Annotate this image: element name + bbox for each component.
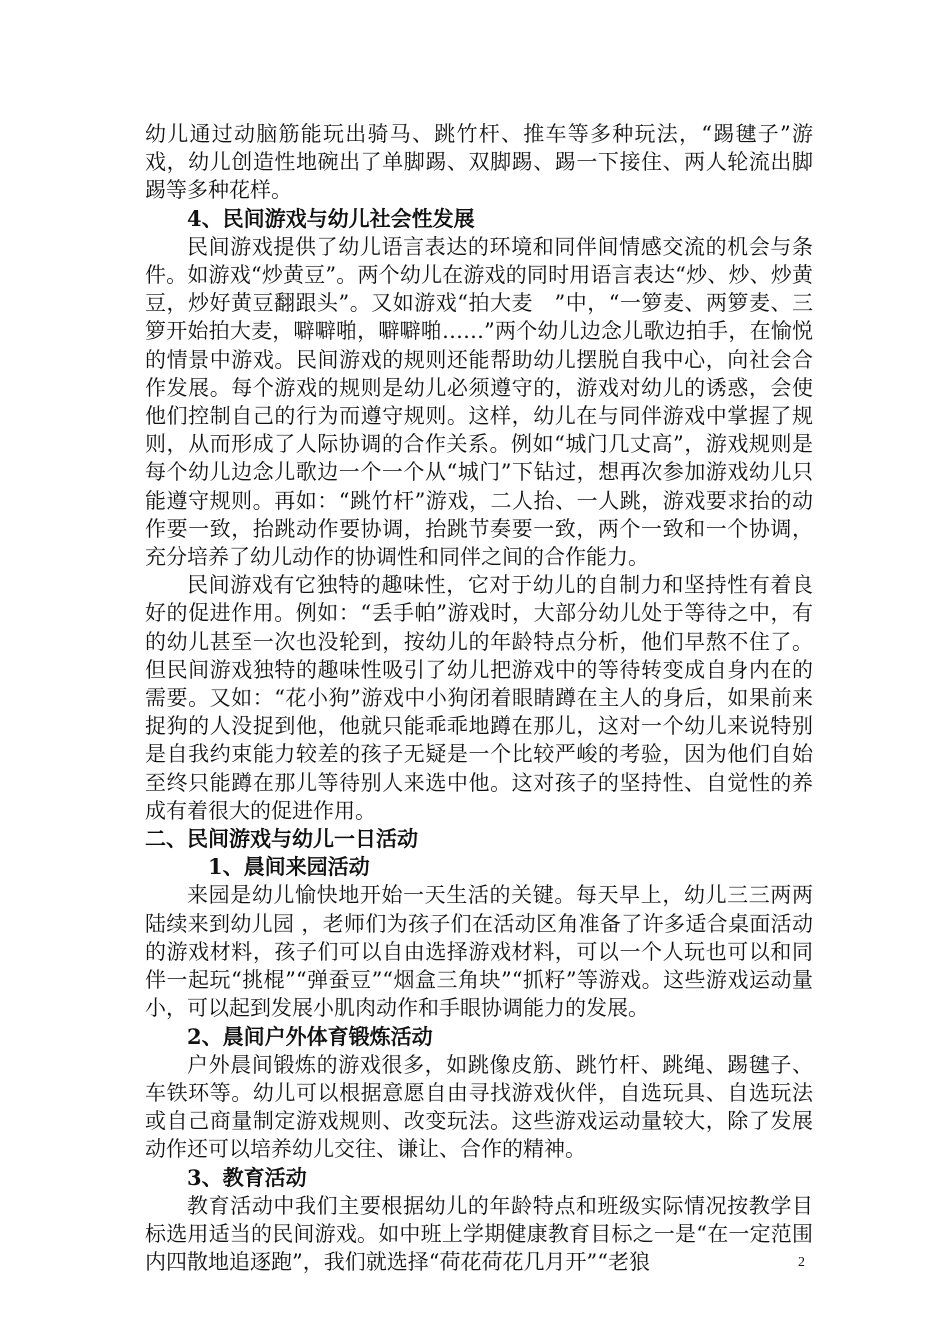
page-number: 2 — [798, 1255, 805, 1270]
paragraph: 民间游戏有它独特的趣味性，它对于幼儿的自制力和坚持性有着良好的促进作用。例如：“丢手帕”游戏时，大部分幼儿处于等待之中，有的幼儿甚至一次也没轮到，按幼儿的年龄特点分析，他们早熬不住了。但民间游戏独特的趣味性吸引了幼儿把游戏中的等待转变成自身内在的需要。又如：“花小狗”游戏中小狗闭着眼睛蹲在主人的身后，如果前来捉狗的人没捉到他，他就只能乖乖地蹲在那儿，这对一个幼儿来说特别是自我约束能力较差的孩子无疑是一个比较严峻的考验，因为他们自始至终只能蹲在那儿等待别人来选中他。这对孩子的坚持性、自觉性的养成有着很大的促进作用。 — [145, 573, 813, 823]
chapter-heading: 二、民间游戏与幼儿一日活动 — [145, 826, 418, 852]
section-heading: 1、晨间来园活动 — [208, 854, 370, 880]
section-heading: 3、教育活动 — [187, 1164, 307, 1190]
paragraph: 幼儿通过动脑筋能玩出骑马、跳竹杆、推车等多种玩法，“踢毽子”游戏，幼儿创造性地碗出了单脚踢、双脚踢、踢一下接住、两人轮流出脚踢等多种花样。 — [145, 122, 813, 203]
paragraph: 教育活动中我们主要根据幼儿的年龄特点和班级实际情况按教学目标选用适当的民间游戏。如中班上学期健康教育目标之一是“在一定范围内四散地追逐跑”，我们就选择“荷花荷花几月开”“老狼 — [145, 1193, 813, 1275]
section-heading: 4、民间游戏与幼儿社会性发展 — [187, 205, 475, 231]
section-heading: 2、晨间户外体育锻炼活动 — [187, 1023, 433, 1049]
paragraph: 来园是幼儿愉快地开始一天生活的关键。每天早上，幼儿三三两两陆续来到幼儿园 ，老师们为孩子们在活动区角准备了许多适合桌面活动的游戏材料，孩子们可以自由选择游戏材料，可以一个人玩也可以和同伴一起玩“挑棍”“弹蚕豆”“烟盒三角块”“抓籽”等游戏。这些游戏运动量小，可以起到发展小肌肉动作和手眼协调能力的发展。 — [145, 883, 813, 1021]
paragraph: 民间游戏提供了幼儿语言表达的环境和同伴间情感交流的机会与条件。如游戏“炒黄豆”。两个幼儿在游戏的同时用语言表达“炒、炒、炒黄豆，炒好黄豆翻跟头”。又如游戏“拍大麦 ”中，“一箩麦、两箩麦、三箩开始拍大麦，噼噼啪，噼噼啪……”两个幼儿边念儿歌边拍手，在愉悦的情景中游戏。民间游戏的规则还能帮助幼儿摆脱自我中心，向社会合作发展。每个游戏的规则是幼儿必须遵守的，游戏对幼儿的诱惑，会使他们控制自己的行为而遵守规则。这样，幼儿在与同伴游戏中掌握了规则，从而形成了人际协调的合作关系。例如“城门几丈高”，游戏规则是每个幼儿边念儿歌边一个一个从“城门”下钻过，想再次参加游戏幼儿只能遵守规则。再如：“跳竹杆”游戏，二人抬、一人跳，游戏要求抬的动作要一致，抬跳动作要协调，抬跳节奏要一致，两个一致和一个协调，充分培养了幼儿动作的协调性和同伴之间的合作能力。 — [145, 234, 813, 570]
paragraph: 户外晨间锻炼的游戏很多，如跳像皮筋、跳竹杆、跳绳、踢毽子、车铁环等。幼儿可以根据意愿自由寻找游戏伙伴，自选玩具、自选玩法或自己商量制定游戏规则、改变玩法。这些游戏运动量较大，除了发展动作还可以培养幼儿交往、谦让、合作的精神。 — [145, 1052, 813, 1162]
document-body — [145, 120, 813, 1276]
